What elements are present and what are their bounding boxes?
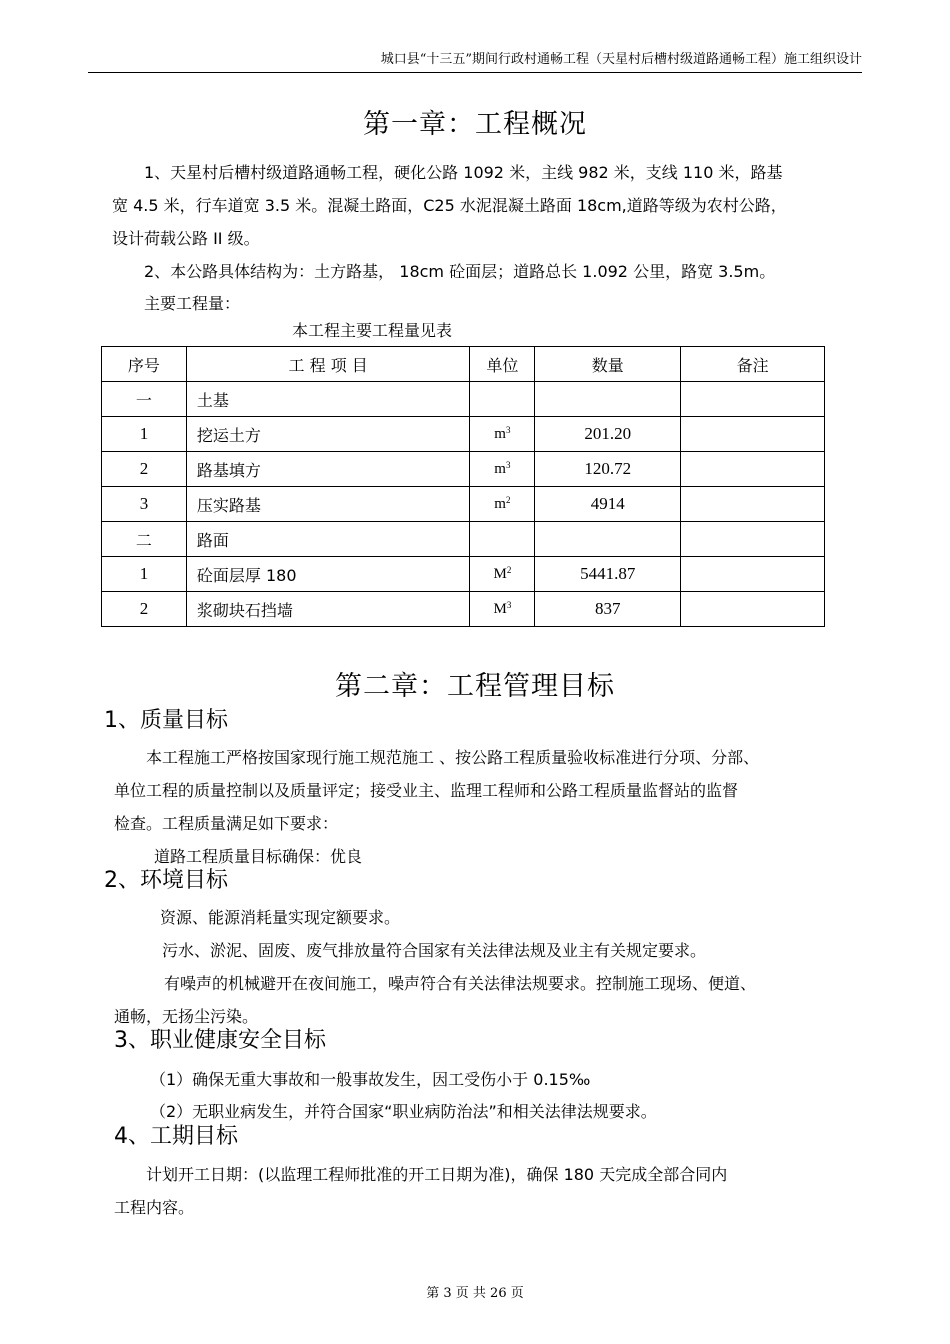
row-item: 路基填方 bbox=[186, 452, 470, 487]
table-row bbox=[102, 452, 825, 487]
para-line: 通畅，无扬尘污染。 bbox=[114, 1007, 259, 1026]
para-line: 1、天星村后槽村级道路通畅工程，硬化公路 1092 米，主线 982 米，支线 110 米，路基 bbox=[144, 163, 783, 182]
quality-goal: 道路工程质量目标确保：优良 bbox=[154, 847, 363, 866]
row-qty: 4914 bbox=[535, 487, 681, 522]
row-qty: 120.72 bbox=[535, 452, 681, 487]
header-cell: 工 程 项 目 bbox=[186, 347, 470, 382]
section-quality-text bbox=[114, 741, 860, 840]
row-item: 压实路基 bbox=[186, 487, 470, 522]
row-item: 路面 bbox=[186, 522, 470, 557]
row-no: 1 bbox=[102, 417, 187, 452]
para-line: 计划开工日期：(以监理工程师批准的开工日期为准)，确保 180 天完成全部合同内 bbox=[146, 1165, 728, 1184]
row-unit: $M^2$ bbox=[470, 557, 535, 592]
row-item: 土基 bbox=[186, 382, 470, 417]
row-no: 2 bbox=[102, 452, 187, 487]
row-unit bbox=[470, 522, 535, 557]
row-note bbox=[681, 522, 825, 557]
env-line-1: 资源、能源消耗量实现定额要求。 bbox=[160, 908, 401, 927]
table-row bbox=[102, 487, 825, 522]
env-line-3 bbox=[114, 967, 860, 1033]
table-row bbox=[102, 417, 825, 452]
section-schedule-title: 4、工期目标 bbox=[114, 1124, 238, 1149]
para-line: 单位工程的质量控制以及质量评定；接受业主、监理工程师和公路工程质量监督站的监督 bbox=[114, 781, 739, 800]
row-no: 2 bbox=[102, 592, 187, 627]
page-header: 城口县“十三五”期间行政村通畅工程（天星村后槽村级道路通畅工程）施工组织设计 bbox=[88, 50, 862, 73]
table-row bbox=[102, 592, 825, 627]
row-no: 1 bbox=[102, 557, 187, 592]
row-no: 二 bbox=[102, 522, 187, 557]
row-note bbox=[681, 382, 825, 417]
section-schedule-text bbox=[114, 1158, 860, 1224]
row-qty bbox=[535, 522, 681, 557]
table-caption: 本工程主要工程量见表 bbox=[292, 321, 453, 340]
header-cell: 单位 bbox=[470, 347, 535, 382]
safety-item-2: （2）无职业病发生，并符合国家“职业病防治法”和相关法律法规要求。 bbox=[150, 1102, 657, 1121]
table-row bbox=[102, 522, 825, 557]
table-header-row bbox=[102, 347, 825, 382]
section-environment-title: 2、环境目标 bbox=[104, 868, 228, 893]
header-cell: 数量 bbox=[535, 347, 681, 382]
chapter-2-title: 第二章：工程管理目标 bbox=[335, 671, 615, 702]
header-cell: 序号 bbox=[102, 347, 187, 382]
row-qty bbox=[535, 382, 681, 417]
row-item: 浆砌块石挡墙 bbox=[186, 592, 470, 627]
row-unit bbox=[470, 382, 535, 417]
para-line: 工程内容。 bbox=[114, 1198, 195, 1217]
chapter-1-para-3: 主要工程量： bbox=[144, 294, 241, 313]
page-footer: 第 3 页 共 26 页 bbox=[426, 1286, 524, 1301]
para-line: 有噪声的机械避开在夜间施工，噪声符合有关法律法规要求。控制施工现场、便道、 bbox=[164, 974, 757, 993]
table-row bbox=[102, 382, 825, 417]
para-line: 设计荷载公路 II 级。 bbox=[112, 229, 260, 248]
row-note bbox=[681, 452, 825, 487]
row-unit: $m^3$ bbox=[470, 452, 535, 487]
row-unit: $m^3$ bbox=[470, 417, 535, 452]
row-note bbox=[681, 487, 825, 522]
safety-item-1: （1）确保无重大事故和一般事故发生，因工受伤小于 0.15‰ bbox=[150, 1070, 591, 1089]
row-no: 3 bbox=[102, 487, 187, 522]
chapter-1-title: 第一章：工程概况 bbox=[363, 109, 587, 140]
row-unit: $m^2$ bbox=[470, 487, 535, 522]
section-safety-title: 3、职业健康安全目标 bbox=[114, 1028, 326, 1053]
row-unit: $M^3$ bbox=[470, 592, 535, 627]
env-line-2: 污水、淤泥、固废、废气排放量符合国家有关法律法规及业主有关规定要求。 bbox=[162, 941, 707, 960]
row-note bbox=[681, 592, 825, 627]
para-line: 宽 4.5 米，行车道宽 3.5 米。混凝土路面，C25 水泥混凝土路面 18cm,道路等级为农村公路， bbox=[112, 196, 787, 215]
row-no: 一 bbox=[102, 382, 187, 417]
para-line: 本工程施工严格按国家现行施工规范施工 、按公路工程质量验收标准进行分项、分部、 bbox=[146, 748, 760, 767]
row-note bbox=[681, 557, 825, 592]
chapter-1-para-2: 2、本公路具体结构为：土方路基， 18cm 砼面层；道路总长 1.092 公里，路宽 3.5m。 bbox=[144, 262, 776, 281]
row-qty: 201.20 bbox=[535, 417, 681, 452]
row-qty: 837 bbox=[535, 592, 681, 627]
row-item: 挖运土方 bbox=[186, 417, 470, 452]
para-line: 检查。工程质量满足如下要求： bbox=[114, 814, 339, 833]
section-quality-title: 1、质量目标 bbox=[104, 708, 228, 733]
row-note bbox=[681, 417, 825, 452]
row-qty: 5441.87 bbox=[535, 557, 681, 592]
header-cell: 备注 bbox=[681, 347, 825, 382]
table-row bbox=[102, 557, 825, 592]
row-item: 砼面层厚 180 bbox=[186, 557, 470, 592]
quantity-table bbox=[101, 346, 825, 627]
chapter-1-para-1 bbox=[112, 156, 860, 255]
